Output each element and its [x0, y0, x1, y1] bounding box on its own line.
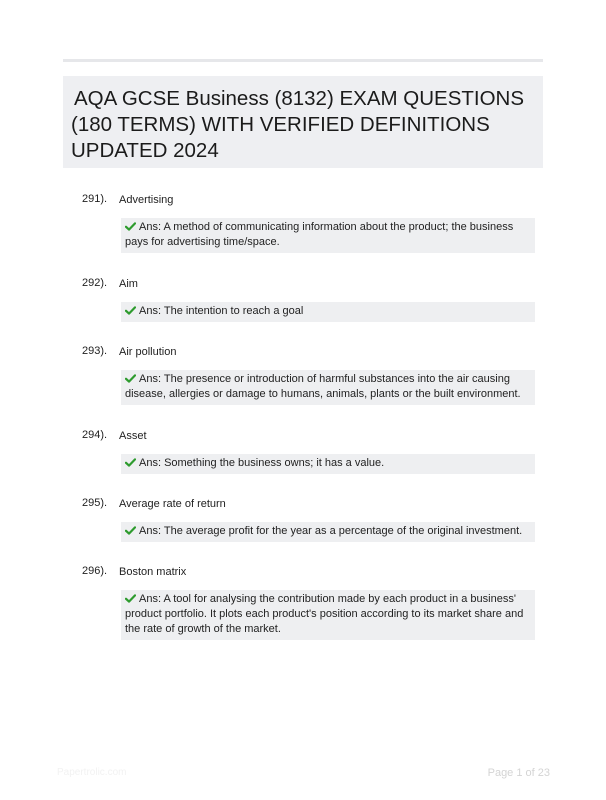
answer-box: [121, 302, 535, 322]
question-term: Average rate of return: [119, 498, 226, 510]
question-number: 294).: [82, 429, 108, 441]
page-indicator: Page 1 of 23: [487, 767, 550, 779]
question-term: Asset: [119, 430, 147, 442]
answer-text: Ans: The average profit for the year as a percentage of the original investment.: [139, 525, 523, 537]
check-icon: [125, 526, 136, 535]
answer-box: [121, 590, 535, 640]
answer-box: [121, 218, 535, 253]
check-icon: [125, 306, 136, 315]
check-icon: [125, 222, 136, 231]
question-term: Boston matrix: [119, 566, 187, 578]
answer-text: Ans: A method of communicating information about the product; the business pays for advertising time/space.: [125, 221, 514, 248]
document-title: AQA GCSE Business (8132) EXAM QUESTIONS (180 TERMS) WITH VERIFIED DEFINITIONS UPDATED 2024: [71, 87, 525, 162]
question-number: 296).: [82, 565, 108, 577]
answer-text: Ans: The intention to reach a goal: [139, 305, 304, 317]
check-icon: [125, 594, 136, 603]
answer-box: [121, 370, 535, 405]
top-divider: [63, 59, 543, 62]
footer-watermark: Papertrolic.com: [57, 767, 127, 778]
question-number: 291).: [82, 193, 108, 205]
check-icon: [125, 458, 136, 467]
question-number: 292).: [82, 277, 108, 289]
answer-box: [121, 522, 535, 542]
question-number: 293).: [82, 345, 108, 357]
answer-text: Ans: Something the business owns; it has a value.: [139, 457, 385, 469]
answer-text: Ans: The presence or introduction of harmful substances into the air causing disease, allergies or damage to humans, animals, plants or the built environment.: [125, 373, 521, 400]
answer-text: Ans: A tool for analysing the contribution made by each product in a business' product portfolio. It plots each product's position according to its market share and the rate of growth of the market.: [125, 593, 524, 635]
question-number: 295).: [82, 497, 108, 509]
question-term: Aim: [119, 278, 138, 290]
title-banner: [63, 76, 543, 168]
question-term: Air pollution: [119, 346, 177, 358]
question-term: Advertising: [119, 194, 174, 206]
check-icon: [125, 374, 136, 383]
answer-box: [121, 454, 535, 474]
